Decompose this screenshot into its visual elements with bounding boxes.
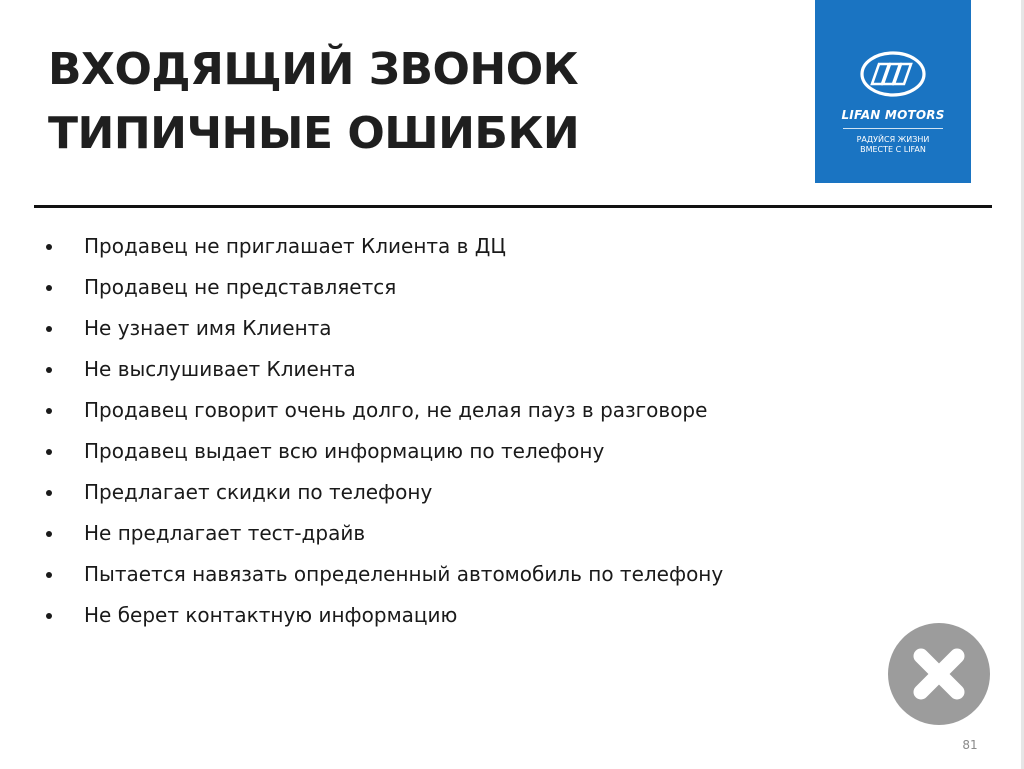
- bullet-icon: [46, 244, 52, 250]
- title-divider: [34, 205, 992, 208]
- list-item: [46, 472, 906, 513]
- bullet-text: Не предлагает тест-драйв: [84, 521, 366, 545]
- title-line-2: ТИПИЧНЫЕ ОШИБКИ: [48, 108, 580, 159]
- logo-divider: [843, 128, 943, 129]
- list-item: [46, 595, 906, 636]
- close-button[interactable]: [888, 623, 990, 725]
- bullet-icon: [46, 572, 52, 578]
- bullet-text: Продавец говорит очень долго, не делая пауз в разговоре: [84, 398, 708, 422]
- bullet-icon: [46, 490, 52, 496]
- bullet-icon: [46, 285, 52, 291]
- list-item: [46, 390, 906, 431]
- list-item: [46, 431, 906, 472]
- bullet-icon: [46, 449, 52, 455]
- bullet-icon: [46, 408, 52, 414]
- list-item: [46, 349, 906, 390]
- logo-slogan-line-1: РАДУЙСЯ ЖИЗНИ: [856, 135, 930, 144]
- bullet-text: Не узнает имя Клиента: [84, 316, 332, 340]
- bullet-text: Пытается навязать определенный автомобиль по телефону: [84, 562, 724, 586]
- list-item: [46, 513, 906, 554]
- bullet-icon: [46, 367, 52, 373]
- bullet-list: [46, 226, 906, 636]
- lifan-emblem-icon: [859, 50, 927, 98]
- list-item: [46, 554, 906, 595]
- list-item: [46, 267, 906, 308]
- logo-slogan: [815, 135, 971, 155]
- bullet-icon: [46, 326, 52, 332]
- bullet-text: Продавец не представляется: [84, 275, 397, 299]
- page-number: 81: [962, 738, 978, 752]
- bullet-text: Не выслушивает Клиента: [84, 357, 356, 381]
- close-icon: [888, 623, 990, 725]
- bullet-text: Продавец не приглашает Клиента в ДЦ: [84, 234, 506, 258]
- list-item: [46, 226, 906, 267]
- bullet-text: Не берет контактную информацию: [84, 603, 458, 627]
- title-line-1: ВХОДЯЩИЙ ЗВОНОК: [48, 44, 579, 95]
- bullet-icon: [46, 613, 52, 619]
- bullet-text: Предлагает скидки по телефону: [84, 480, 433, 504]
- logo-slogan-line-2: ВМЕСТЕ С LIFAN: [860, 145, 926, 154]
- logo-brand-name: LIFAN MOTORS: [841, 108, 945, 122]
- bullet-icon: [46, 531, 52, 537]
- lifan-motors-logo: [815, 0, 971, 183]
- list-item: [46, 308, 906, 349]
- slide-title: [48, 38, 579, 166]
- bullet-text: Продавец выдает всю информацию по телефону: [84, 439, 605, 463]
